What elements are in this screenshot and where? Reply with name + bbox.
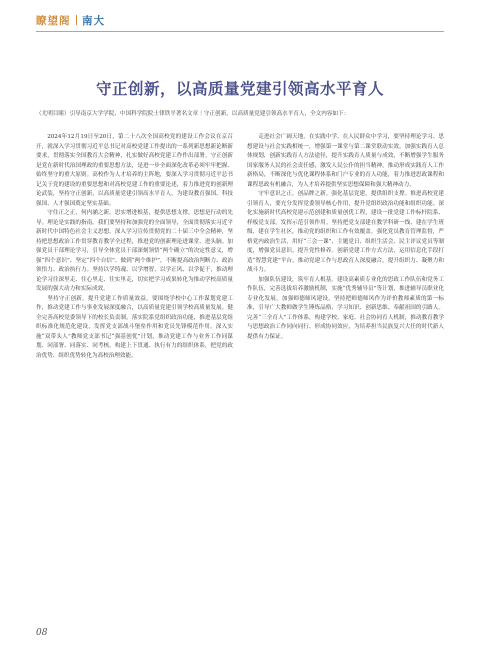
left-column — [36, 133, 233, 625]
paragraph: 加强队伍建设，筑牢育人根基。建设高素质专业化的思政工作队伍和党务工作队伍，完善选拔培养激励机制，实施“优秀辅导员”等计划，推进辅导员职业化专业化发展。加强师德师风建设，坚持把师德师风作为评价教师素质的第一标准，引导广大教师做学生锤炼品格、学习知识、创新思维、奉献祖国的引路人。完善“三全育人”工作体系，构建学校、家庭、社会协同育人机制，推动教育教学与思想政治工作同向同行、形成协同效应，为培养担当民族复兴大任的时代新人提供有力保证。 — [247, 276, 444, 340]
page-number: 08 — [36, 628, 48, 638]
header-divider — [76, 15, 78, 25]
article-body — [36, 133, 444, 625]
column-label: 南大 — [82, 14, 105, 27]
article-intro: （尤明目睹）引导南京大学学院、中国科学院院士律铁平著名文章｜守正创新，以高质量党建引领高水平育人，全文内容如下： — [36, 111, 350, 117]
paragraph: 2024年12月19日至20日，第二十八次全国高校党的建设工作会议在京召开，就深入学习贯彻习近平总书记对高校党建工作提出的一系列新思想新论断新要求，贯彻落实全国教育大会精神，扎实做好高校党建工作作出部署。守正创新是党在新时代治国理政的重要思想方法，是进一步全面深化改革必须牢牢把握、始终坚守的重大原则。高校作为人才培养的主阵地，要深入学习贯彻习近平总书记关于党的建设的重要思想和对高校党建工作的重要论述，着力推进党的创新理论武装，坚持守正创新，以高质量党建引领高水平育人，为建设教育强国、科技强国、人才强国奠定坚实基础。 — [36, 134, 233, 207]
paragraph: 走进社会广阔天地，在实践中学、在人民群众中学习，要坚持理论学习、思想建设与社会实践相统一，增强第一课堂与第二课堂联动实效。加强实践育人总体规划，创新实践育人方法途径，提升实践育人质量与成效，不断增强学生服务国家服务人民的社会责任感，激发人民公仆的担当精神，推动形成实践育人工作新格局，不断深化与优化课程体系和门户专业的育人功能，着力推进思政课程和课程思政有机融合，为人才培养提供坚实思想保障和强大精神动力。 — [247, 134, 444, 188]
paragraph: 坚持守正创新，提升党建工作质量效益。要围绕学校中心工作谋划党建工作，推动党建工作与事业发展深度融合，以高质量党建引领学校高质量发展。健全完善高校党委领导下的校长负责制，落实院系党组织政治功能，推进基层党组织标准化规范化建设，发挥党支部战斗堡垒作用和党员先锋模范作用。深入实施“双带头人”教师党支部书记“强基创优”计划，推动党建工作与业务工作同谋划、同部署、同落实、同考核，构建上下贯通、执行有力的组织体系，把党的政治优势、组织优势转化为高校治理效能。 — [36, 295, 233, 359]
page-header — [36, 12, 105, 28]
header-rule — [36, 31, 444, 32]
article-title: 守正创新，以高质量党建引领高水平育人 — [95, 80, 384, 98]
paragraph: 守住正之正，何内涵之新。思实增进根基，提供思想支撑。思想是行动的先导。理论是实践的指南。我们要坚持和加强党的全面领导，全面贯彻落实习近平新时代中国特色社会主义思想，深入学习宣传贯彻党的二十届三中全会精神，坚持把思想政治工作贯穿教育教学全过程，推进党的创新理论进课堂、进头脑。加强党员干部理论学习，引导全体党员干部深刻领悟“两个确立”的决定性意义，增强“四个意识”、坚定“四个自信”、做到“两个维护”，不断提高政治判断力、政治领悟力、政治执行力。坚持以学铸魂、以学增智、以学正风、以学促干，推动理论学习往深里走、往心里走、往实里走，切实把学习成果转化为推动学校高质量发展的强大动力和实际成效。 — [36, 210, 233, 292]
right-column — [247, 133, 444, 625]
paragraph: 守牢意识之正，创品牌之新。强化基层党建，提供组织支撑。推进高校党建引领育人，要充分发挥党委领导核心作用，提升党组织政治功能和组织功能。深化实施新时代高校党建示范创建和质量创优工程，建设一批党建工作标杆院系、样板党支部，发挥示范引领作用。坚持把党支部建在教学科研一线、建在学生班级、建在学生社区，推动党的组织和工作有效覆盖。强化党员教育管理监督，严格党内政治生活，用好“三会一课”、主题党日、组织生活会、民主评议党员等制度，增强党员意识、提升党性修养。创新党建工作方式方法，运用信息化手段打造“智慧党建”平台，推动党建工作与思政育人深度融合，提升组织力、凝聚力和战斗力。 — [247, 191, 444, 273]
section-label: 瞭望阁 — [36, 14, 71, 27]
